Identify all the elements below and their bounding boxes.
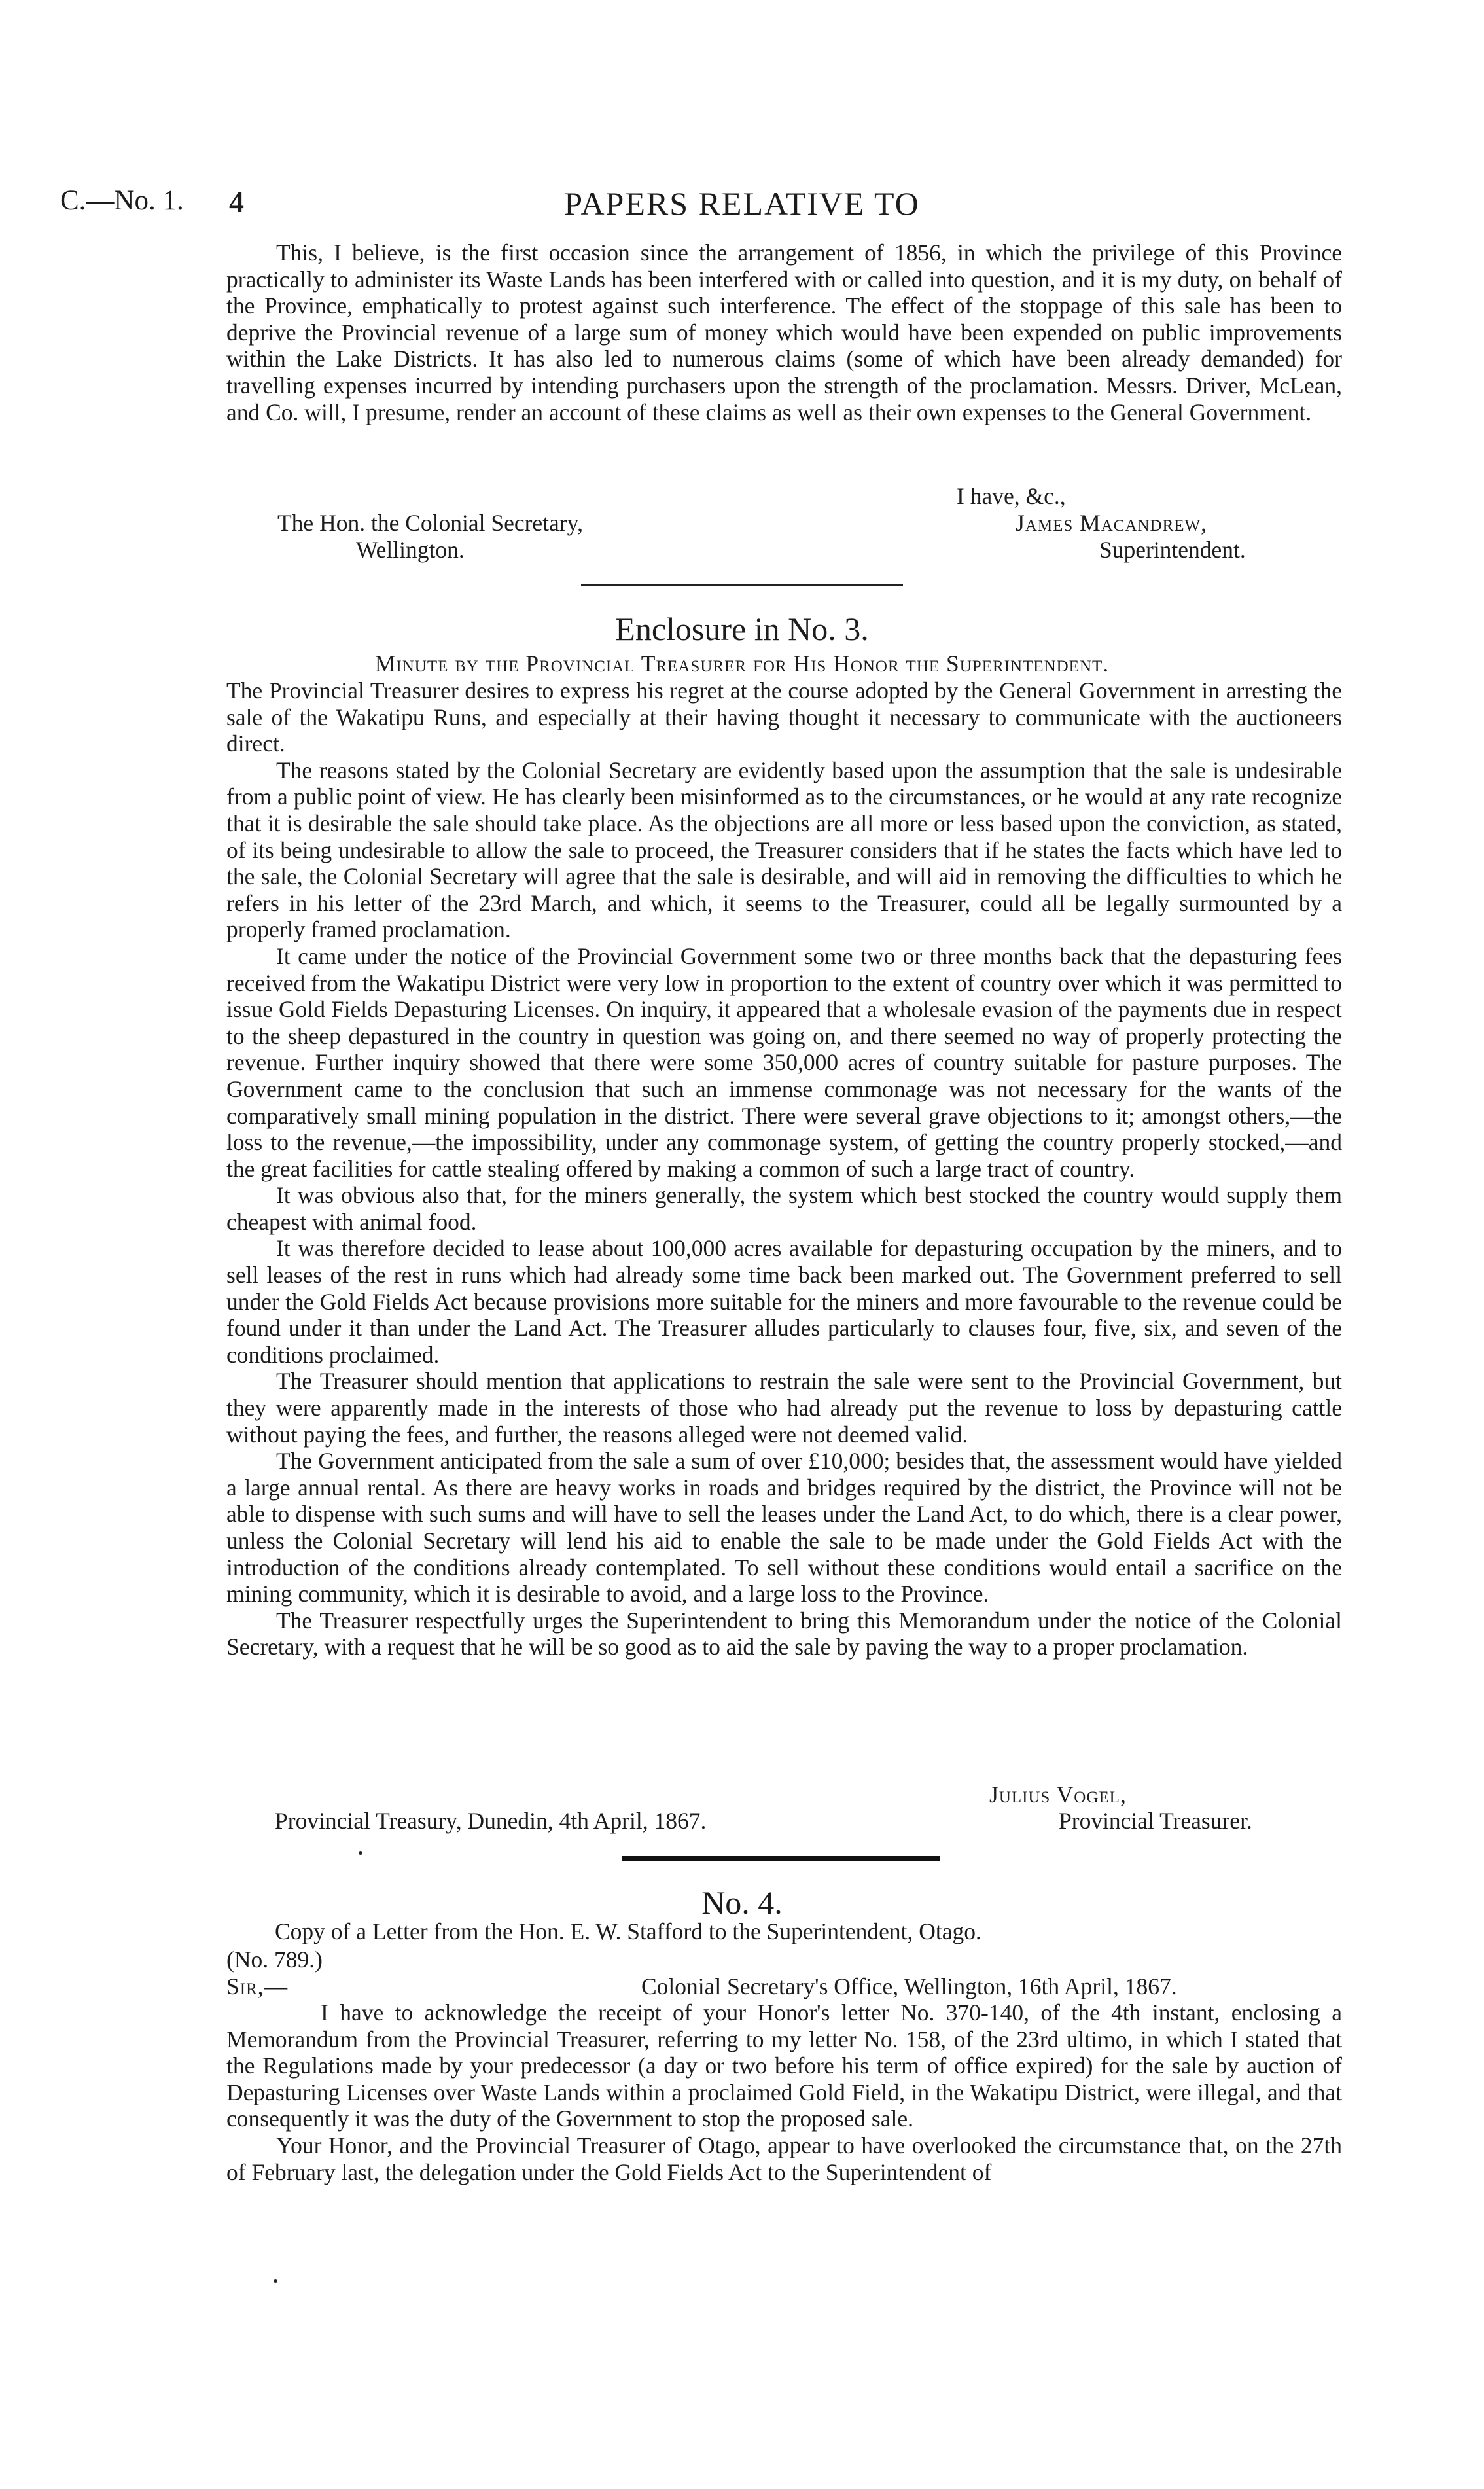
enclosure-paragraph: It was therefore decided to lease about 100,000 acres available for depasturing occupation by the miners, and to sell leases of the rest in runs which had already some time back been marked out. The Government preferred to sell under the Gold Fields Act because provisions more suitable for the miners and more favourable to the revenue could be found under it than under the Land Act. The Treasurer alludes particularly to clauses four, five, six, and seven of the conditions proclaimed. [226, 1235, 1342, 1368]
section-divider [581, 584, 903, 586]
enclosure-paragraph: It was obvious also that, for the miners generally, the system which best stocked the country would supply them cheapest with animal food. [226, 1182, 1342, 1235]
page-number: 4 [229, 185, 244, 219]
enclosure-paragraph: The reasons stated by the Colonial Secretary are evidently based upon the assumption that the sale is undesirable from a public point of view. He has clearly been misinformed as to the circumstances, or he would at any rate recognize that it is desirable the sale should take place. As the objections are all more or less based upon the conviction, as stated, of its being undesirable to allow the sale to proceed, the Treasurer considers that if he states the facts which have led to the sale, the Colonial Secretary will agree that the sale is desirable, and will aid in removing the difficulties to which he refers in his letter of the 23rd March, and which, it seems to the Treasurer, could all be legally surmounted by a properly framed proclamation. [226, 757, 1342, 943]
letter3-closing: I have, &c., [957, 483, 1066, 509]
enclosure-paragraph: The Treasurer should mention that applications to restrain the sale were sent to the Provincial Government, but they were apparently made in the interests of those who had already put the revenue to loss by depasturing cattle without paying the fees, and further, the reasons alleged were not deemed valid. [226, 1368, 1342, 1448]
letter4-heading: No. 4. [701, 1884, 783, 1921]
stray-mark [274, 2279, 277, 2283]
section-divider-heavy [622, 1856, 940, 1861]
enclosure-paragraph: The Treasurer respectfully urges the Superintendent to bring this Memorandum under the notice of the Colonial Secretary, with a request that he will be so good as to aid the sale by paving the way to a proper proclamation. [226, 1607, 1342, 1660]
enclosure-signatory-title: Provincial Treasurer. [1059, 1808, 1252, 1834]
enclosure-paragraph: The Government anticipated from the sale a sum of over £10,000; besides that, the assessment would have yielded a large annual rental. As there are heavy works in roads and bridges required by the district, the Province will not be able to dispense with such sums and will have to sell the leases under the Land Act, to do which, there is a clear power, unless the Colonial Secretary will lend his aid to enable the sale to be made under the Gold Fields Act with the introduction of the conditions already contemplated. To sell without these conditions would entail a sacrifice on the mining community, which it is desirable to avoid, and a large loss to the Province. [226, 1448, 1342, 1607]
minute-title: Minute by the Provincial Treasurer for His Honor the Superintendent. [374, 651, 1110, 677]
letter4-title-text: Copy of a Letter from the Hon. E. W. Stafford to the Superintendent, Otago. [275, 1918, 981, 1944]
letter4-paragraph: Your Honor, and the Provincial Treasurer of Otago, appear to have overlooked the circumstance that, on the 27th of February last, the delegation under the Gold Fields Act to the Superintendent of [226, 2132, 1342, 2185]
letter3-signatory: James Macandrew, [1016, 510, 1208, 536]
letter3-addressee: The Hon. the Colonial Secretary, [277, 510, 583, 536]
enclosure-heading: Enclosure in No. 3. [615, 611, 869, 647]
stray-mark [359, 1851, 362, 1855]
letter4-title [275, 1918, 981, 1945]
enclosure-signatory: Julius Vogel, [989, 1782, 1127, 1808]
running-title: PAPERS RELATIVE TO [564, 185, 920, 222]
letter4-salutation: Sir,— [226, 1973, 289, 1999]
enclosure-place-date: Provincial Treasury, Dunedin, 4th April, 1867. [275, 1808, 707, 1834]
enclosure-paragraph: The Provincial Treasurer desires to express his regret at the course adopted by the General Government in arresting the sale of the Wakatipu Runs, and especially at their having thought it necessary to communicate with the auctioneers direct. [226, 677, 1342, 757]
series-label: C.—No. 1. [60, 185, 184, 216]
letter3-paragraph: This, I believe, is the first occasion since the arrangement of 1856, in which the privilege of this Province practically to administer its Waste Lands has been interfered with or called into question, and it is my duty, on behalf of the Province, emphatically to protest against such interference. The effect of the stoppage of this sale has been to deprive the Provincial revenue of a large sum of money which would have been expended on public improvements within the Lake Districts. It has also led to numerous claims (some of which have been already demanded) for travelling expenses incurred by intending purchasers upon the strength of the proclamation. Messrs. Driver, McLean, and Co. will, I presume, render an account of these claims as well as their own expenses to the General Government. [226, 240, 1342, 425]
letter3-body [226, 240, 1342, 425]
enclosure-paragraph: It came under the notice of the Provincial Government some two or three months back that the depasturing fees received from the Wakatipu District were very low in proportion to the extent of country over which it was permitted to issue Gold Fields Depasturing Licenses. On inquiry, it appeared that a wholesale evasion of the payments due in respect to the sheep depastured in the country in question was going on, and there seemed no way of properly protecting the revenue. Further inquiry showed that there were some 350,000 acres of country suitable for pasture purposes. The Government came to the conclusion that such an immense commonage was not necessary for the wants of the comparatively small mining population in the district. There were several grave objections to it; amongst others,—the loss to the revenue,—the impossibility, under any commonage system, of getting the country properly stocked,—and the great facilities for cattle stealing offered by making a common of such a large tract of country. [226, 942, 1342, 1182]
enclosure-body [226, 677, 1342, 1660]
letter4-office-date: Colonial Secretary's Office, Wellington, 16th April, 1867. [641, 1973, 1177, 1999]
letter3-signatory-title: Superintendent. [1099, 537, 1246, 563]
letter3-addressee-place: Wellington. [356, 537, 465, 563]
letter4-ref: (No. 789.) [226, 1946, 323, 1973]
letter4-paragraph: I have to acknowledge the receipt of your Honor's letter No. 370-140, of the 4th instant, enclosing a Memorandum from the Provincial Treasurer, referring to my letter No. 158, of the 23rd ultimo, in which I stated that the Regulations made by your predecessor (a day or two before his term of office expired) for the sale by auction of Depasturing Licenses over Waste Lands within a proclaimed Gold Field, in the Wakatipu District, were illegal, and that consequently it was the duty of the Government to stop the proposed sale. [226, 1999, 1342, 2132]
letter4-body [226, 1999, 1342, 2185]
